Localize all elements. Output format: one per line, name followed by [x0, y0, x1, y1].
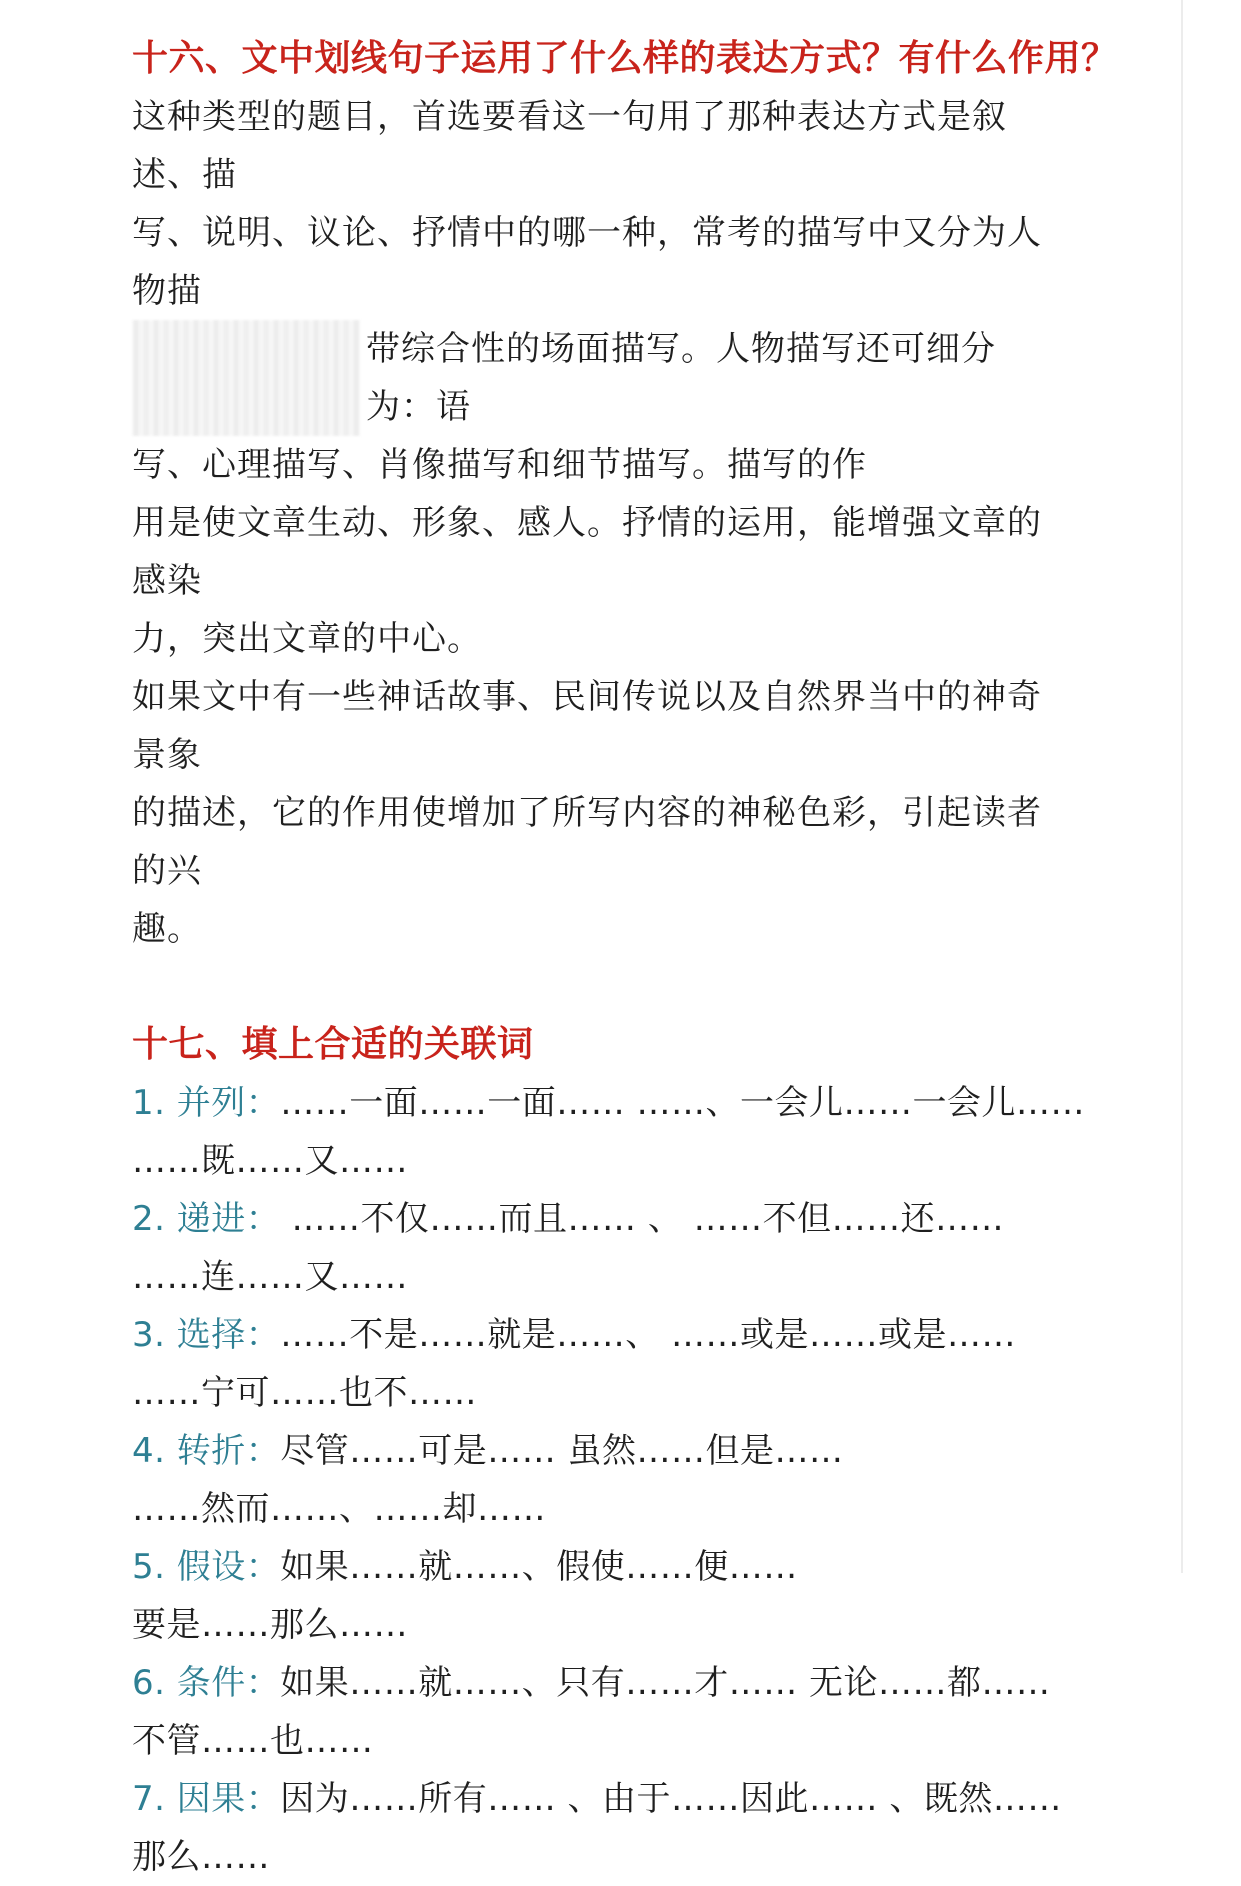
item-label: 4. 转折：: [132, 1431, 281, 1471]
item-line-2: ……连……又……: [132, 1257, 408, 1297]
list-item-hypothesis: [132, 1538, 1047, 1654]
section-16-paragraph-1: [132, 88, 1047, 668]
paragraph-line: 带综合性的场面描写。人物描写还可细分为：语: [366, 329, 996, 427]
item-label: 3. 选择：: [132, 1315, 281, 1355]
item-label: 5. 假设：: [132, 1547, 281, 1587]
item-line-1: 尽管……可是…… 虽然……但是……: [280, 1431, 844, 1471]
paragraph-line: 趣。: [132, 909, 202, 949]
list-item-parallel: [132, 1074, 1086, 1190]
item-label: 7. 因果：: [132, 1779, 281, 1819]
list-item-condition: [132, 1654, 1051, 1770]
item-line-1: ……不仅……而且…… 、 ……不但……还……: [280, 1199, 1005, 1239]
section-17-heading: 十七、填上合适的关联词: [132, 1024, 534, 1065]
paragraph-line: 力，突出文章的中心。: [132, 619, 482, 659]
item-label: 6. 条件：: [132, 1663, 281, 1703]
item-line-2: 那么……: [132, 1837, 270, 1877]
list-item-choice: [132, 1306, 1047, 1422]
item-label: 1. 并列：: [132, 1083, 281, 1123]
page-right-edge: [1181, 0, 1183, 1573]
paragraph-line: 的描述，它的作用使增加了所写内容的神秘色彩，引起读者的兴: [132, 793, 1042, 891]
obscured-region: [132, 320, 360, 436]
paragraph-line: 这种类型的题目，首选要看这一句用了那种表达方式是叙述、描: [132, 97, 1007, 195]
section-gap: [132, 958, 1047, 1016]
paragraph-line: 写、说明、议论、抒情中的哪一种，常考的描写中又分为人物描: [132, 213, 1042, 311]
item-line-2: ……既……又……: [132, 1141, 408, 1181]
list-item-progressive: [132, 1190, 1047, 1306]
section-16-heading: 十六、文中划线句子运用了什么样的表达方式？有什么作用？: [132, 38, 1118, 79]
item-label: 2. 递进：: [132, 1199, 281, 1239]
list-item-adversative: [132, 1422, 1047, 1538]
item-line-1: ……一面……一面…… ……、一会儿……一会儿……: [280, 1083, 1086, 1123]
section-16-paragraph-2: [132, 668, 1047, 958]
item-line-1: 如果……就……、假使……便……: [280, 1547, 798, 1587]
item-line-1: 因为……所有…… 、由于……因此…… 、既然……: [280, 1779, 1062, 1819]
item-line-1: ……不是……就是……、 ……或是……或是……: [280, 1315, 1017, 1355]
conjunction-list: [132, 1074, 1086, 1886]
item-line-1: 如果……就……、只有……才…… 无论……都……: [280, 1663, 1051, 1703]
item-line-2: 不管……也……: [132, 1721, 374, 1761]
item-line-2: ……宁可……也不……: [132, 1373, 477, 1413]
document-content: [132, 30, 1118, 1886]
item-line-2: 要是……那么……: [132, 1605, 408, 1645]
list-item-cause-effect: [132, 1770, 1062, 1886]
item-line-2: ……然而……、……却……: [132, 1489, 546, 1529]
paragraph-line: 写、心理描写、肖像描写和细节描写。描写的作: [132, 445, 867, 485]
paragraph-line: 如果文中有一些神话故事、民间传说以及自然界当中的神奇景象: [132, 677, 1042, 775]
paragraph-line: 用是使文章生动、形象、感人。抒情的运用，能增强文章的感染: [132, 503, 1042, 601]
